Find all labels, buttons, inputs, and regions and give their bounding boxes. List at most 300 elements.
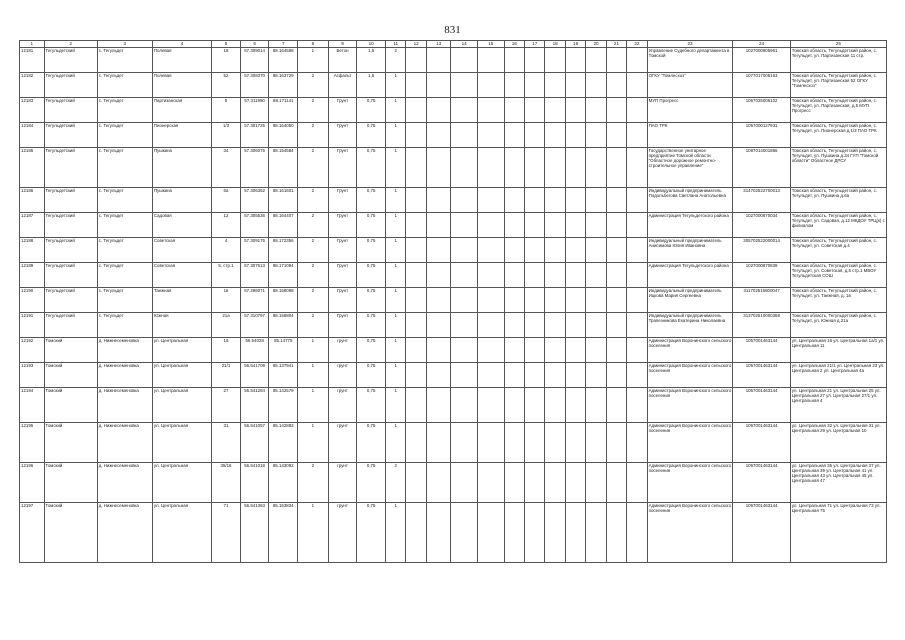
cell-c15	[477, 313, 504, 338]
cell-c16	[504, 388, 524, 423]
cell-lat: 57.301725	[240, 123, 269, 148]
cell-c17	[524, 48, 544, 73]
cell-settlement: д. Нижнесеменовка	[97, 423, 152, 463]
cell-c20	[586, 213, 606, 238]
cell-house: 5	[212, 98, 241, 123]
cell-district: Тегульдетский	[44, 213, 97, 238]
cell-c13	[426, 213, 451, 238]
cell-surface: Грунт	[328, 123, 357, 148]
cell-district: Тегульдетский	[44, 123, 97, 148]
cell-c22	[627, 313, 647, 338]
cell-count: 1	[385, 213, 405, 238]
cell-c16	[504, 48, 524, 73]
cell-c13	[426, 423, 451, 463]
cell-lon: 85.137941	[269, 363, 298, 388]
cell-c15	[477, 338, 504, 363]
cell-c19	[565, 73, 585, 98]
cell-c13	[426, 388, 451, 423]
cell-area: 1,5	[357, 73, 386, 98]
cell-owner: Индивидуальный предприниматель Ицкова Мария Сергеевна	[647, 288, 733, 313]
cell-c21	[606, 73, 626, 98]
cell-district: Тегульдетский	[44, 263, 97, 288]
cell-street: ул. Центральная	[152, 503, 211, 563]
cell-c18	[545, 98, 565, 123]
cell-c19	[565, 423, 585, 463]
cell-area: 0,75	[357, 423, 386, 463]
cell-street: ул. Центральная	[152, 423, 211, 463]
cell-area: 0,75	[357, 463, 386, 503]
cell-surface: Грунт	[328, 238, 357, 263]
cell-n8: 1	[298, 48, 329, 73]
cell-c21	[606, 388, 626, 423]
cell-c18	[545, 363, 565, 388]
cell-district: Тегульдетский	[44, 148, 97, 188]
cell-street: ул. Центральная	[152, 363, 211, 388]
cell-ogrn: 1027000870034	[733, 213, 790, 238]
cell-ogrn: 1057001463144	[733, 503, 790, 563]
cell-c18	[545, 313, 565, 338]
cell-no: 12191	[20, 313, 45, 338]
cell-count: 1	[385, 503, 405, 563]
column-number: 17	[524, 41, 544, 48]
cell-ogrn: 305702522000014	[733, 238, 790, 263]
cell-no: 12187	[20, 213, 45, 238]
cell-no: 12193	[20, 363, 45, 388]
cell-c16	[504, 238, 524, 263]
cell-c16	[504, 73, 524, 98]
cell-lat: 56.541057	[240, 423, 269, 463]
cell-lat: 56.541709	[240, 363, 269, 388]
column-number: 8	[298, 41, 329, 48]
cell-surface: грунт	[328, 423, 357, 463]
cell-district: Томский	[44, 363, 97, 388]
table-row	[20, 503, 887, 563]
cell-c19	[565, 503, 585, 563]
cell-n8: 1	[298, 423, 329, 463]
cell-c22	[627, 423, 647, 463]
cell-c15	[477, 123, 504, 148]
cell-c19	[565, 388, 585, 423]
table-row	[20, 148, 887, 188]
cell-c13	[426, 313, 451, 338]
column-number: 20	[586, 41, 606, 48]
cell-owner: ПАО ТРК	[647, 123, 733, 148]
cell-house: 18	[212, 48, 241, 73]
cell-c19	[565, 238, 585, 263]
cell-street: ул. Центральная	[152, 338, 211, 363]
column-number: 10	[357, 41, 386, 48]
column-number: 23	[647, 41, 733, 48]
cell-c14	[451, 503, 478, 563]
cell-c14	[451, 313, 478, 338]
cell-c18	[545, 463, 565, 503]
column-number: 22	[627, 41, 647, 48]
cell-c12	[406, 263, 426, 288]
cell-c20	[586, 423, 606, 463]
column-number: 13	[426, 41, 451, 48]
cell-owner: Администрация Воронинского сельского поселения	[647, 423, 733, 463]
cell-c19	[565, 188, 585, 213]
cell-area: 0,75	[357, 313, 386, 338]
cell-c19	[565, 123, 585, 148]
cell-c21	[606, 503, 626, 563]
cell-count: 1	[385, 148, 405, 188]
cell-settlement: с. Тегульдет	[97, 148, 152, 188]
cell-c16	[504, 123, 524, 148]
cell-c17	[524, 423, 544, 463]
cell-c20	[586, 388, 606, 423]
cell-street: Партизанская	[152, 98, 211, 123]
cell-n8: 2	[298, 288, 329, 313]
cell-c20	[586, 98, 606, 123]
cell-c22	[627, 388, 647, 423]
column-number: 12	[406, 41, 426, 48]
table-row	[20, 188, 887, 213]
cell-owner: Администрация Воронинского сельского поселения	[647, 463, 733, 503]
cell-street: Таежная	[152, 288, 211, 313]
cell-lon: 88.158098	[269, 288, 298, 313]
cell-c16	[504, 188, 524, 213]
cell-c15	[477, 388, 504, 423]
cell-c22	[627, 238, 647, 263]
cell-street: Пушкина	[152, 188, 211, 213]
cell-count: 2	[385, 48, 405, 73]
cell-c16	[504, 313, 524, 338]
cell-lat: 57.309014	[240, 48, 269, 73]
cell-c12	[406, 48, 426, 73]
cell-c18	[545, 48, 565, 73]
cell-c18	[545, 288, 565, 313]
cell-c15	[477, 188, 504, 213]
cell-area: 0,75	[357, 363, 386, 388]
cell-c15	[477, 238, 504, 263]
column-number: 9	[328, 41, 357, 48]
cell-ogrn: 1057001463144	[733, 388, 790, 423]
cell-c21	[606, 188, 626, 213]
cell-settlement: с. Тегульдет	[97, 238, 152, 263]
cell-count: 1	[385, 188, 405, 213]
cell-lat: 56.541284	[240, 388, 269, 423]
cell-surface: Асфальт	[328, 73, 357, 98]
cell-c18	[545, 188, 565, 213]
cell-address: Томская область, Тегульдетский район, с. Тегульдет, ул. Садовая, д.12 МКДОУ ТРЦ(к) с филиалом	[790, 213, 886, 238]
table-row	[20, 388, 887, 423]
cell-no: 12188	[20, 238, 45, 263]
cell-surface: Бетон	[328, 48, 357, 73]
cell-settlement: с. Тегульдет	[97, 98, 152, 123]
cell-surface: Грунт	[328, 188, 357, 213]
cell-c12	[406, 238, 426, 263]
cell-c19	[565, 213, 585, 238]
cell-c19	[565, 363, 585, 388]
cell-c14	[451, 338, 478, 363]
cell-lat: 57.311990	[240, 98, 269, 123]
cell-c22	[627, 363, 647, 388]
cell-n8: 1	[298, 363, 329, 388]
cell-lat: 57.306352	[240, 188, 269, 213]
cell-c22	[627, 73, 647, 98]
cell-c16	[504, 263, 524, 288]
cell-c14	[451, 73, 478, 98]
cell-lat: 56.541018	[240, 463, 269, 503]
cell-owner: Администрация Тегульдетского района	[647, 213, 733, 238]
cell-ogrn: 1027000905961	[733, 48, 790, 73]
cell-settlement: д. Нижнесеменовка	[97, 463, 152, 503]
cell-surface: Грунт	[328, 313, 357, 338]
column-number: 11	[385, 41, 405, 48]
cell-address: Томская область, Тегульдетский район, с. Тегульдет, ул. Таежная, д. 1в	[790, 288, 886, 313]
cell-c16	[504, 148, 524, 188]
cell-district: Тегульдетский	[44, 238, 97, 263]
cell-ogrn: 1027000870839	[733, 263, 790, 288]
cell-c20	[586, 123, 606, 148]
cell-count: 1	[385, 98, 405, 123]
cell-c16	[504, 423, 524, 463]
table-row	[20, 463, 887, 503]
cell-c12	[406, 288, 426, 313]
cell-ogrn: 313702510000368	[733, 313, 790, 338]
cell-settlement: с. Тегульдет	[97, 73, 152, 98]
cell-lat: 56.54028	[240, 338, 269, 363]
column-number: 16	[504, 41, 524, 48]
cell-c19	[565, 98, 585, 123]
cell-settlement: с. Тегульдет	[97, 123, 152, 148]
cell-c17	[524, 503, 544, 563]
cell-area: 0,75	[357, 288, 386, 313]
cell-c18	[545, 148, 565, 188]
cell-surface: Грунт	[328, 148, 357, 188]
cell-n8: 1	[298, 388, 329, 423]
cell-owner: Администрация Воронинского сельского поселения	[647, 363, 733, 388]
cell-count: 1	[385, 238, 405, 263]
cell-address: ул. Центральная 32 ул. Центральная 31 ул. Центральная 29 ул. Центральная 10	[790, 423, 886, 463]
table-row	[20, 423, 887, 463]
cell-lon: 88.163729	[269, 73, 298, 98]
cell-settlement: с. Тегульдет	[97, 313, 152, 338]
cell-c18	[545, 238, 565, 263]
table-row	[20, 338, 887, 363]
cell-c15	[477, 463, 504, 503]
cell-lon: 88.171141	[269, 98, 298, 123]
cell-address: ул. Центральная 16 ул. Центральная 1а/1 ул. Центральная 11	[790, 338, 886, 363]
registry-table	[19, 40, 887, 563]
cell-c20	[586, 238, 606, 263]
cell-c13	[426, 188, 451, 213]
cell-c16	[504, 503, 524, 563]
cell-count: 1	[385, 288, 405, 313]
cell-c14	[451, 148, 478, 188]
cell-n8: 2	[298, 188, 329, 213]
cell-c22	[627, 98, 647, 123]
cell-address: Томская область, Тегульдетский район, с. Тегульдет, ул. Советская д.4	[790, 238, 886, 263]
cell-c18	[545, 263, 565, 288]
cell-area: 0,75	[357, 503, 386, 563]
cell-n8: 2	[298, 98, 329, 123]
cell-address: ул. Центральная 21 ул. Центральная 25 ул. Центральная 27 ул. Центральная 27/1 ул. Центральная 4	[790, 388, 886, 423]
cell-ogrn: 1057001463144	[733, 363, 790, 388]
cell-c21	[606, 463, 626, 503]
cell-district: Тегульдетский	[44, 73, 97, 98]
cell-c14	[451, 123, 478, 148]
cell-street: Полевая	[152, 73, 211, 98]
cell-c22	[627, 148, 647, 188]
cell-c16	[504, 288, 524, 313]
cell-c15	[477, 363, 504, 388]
cell-c13	[426, 48, 451, 73]
cell-c12	[406, 338, 426, 363]
cell-lat: 57.296071	[240, 288, 269, 313]
cell-c22	[627, 123, 647, 148]
cell-area: 0,75	[357, 213, 386, 238]
cell-surface: грунт	[328, 503, 357, 563]
cell-area: 0,75	[357, 98, 386, 123]
cell-c15	[477, 148, 504, 188]
cell-house: 52	[212, 73, 241, 98]
cell-street: Садовая	[152, 213, 211, 238]
cell-c20	[586, 148, 606, 188]
cell-count: 1	[385, 338, 405, 363]
cell-district: Тегульдетский	[44, 288, 97, 313]
cell-c20	[586, 503, 606, 563]
cell-c19	[565, 148, 585, 188]
cell-c13	[426, 123, 451, 148]
cell-count: 1	[385, 263, 405, 288]
cell-lat: 57.308370	[240, 73, 269, 98]
cell-area: 0,75	[357, 148, 386, 188]
cell-lat: 57.310797	[240, 313, 269, 338]
cell-c15	[477, 48, 504, 73]
cell-house: 31	[212, 423, 241, 463]
cell-settlement: д. Нижнесеменовка	[97, 503, 152, 563]
cell-address: Томская область, Тегульдетский район, с. Тегульдет, ул. Партизанская 52 ОГКУ "Томлесхоз"	[790, 73, 886, 98]
cell-no: 12185	[20, 148, 45, 188]
cell-house: 1/3	[212, 123, 241, 148]
cell-n8: 1	[298, 503, 329, 563]
cell-house: 5, стр.1	[212, 263, 241, 288]
table-row	[20, 363, 887, 388]
cell-c21	[606, 313, 626, 338]
cell-c16	[504, 338, 524, 363]
cell-area: 0,75	[357, 388, 386, 423]
cell-lon: 85.142883	[269, 423, 298, 463]
cell-c20	[586, 338, 606, 363]
cell-c12	[406, 423, 426, 463]
cell-area: 0,75	[357, 338, 386, 363]
cell-surface: Грунт	[328, 98, 357, 123]
cell-c13	[426, 98, 451, 123]
cell-c22	[627, 48, 647, 73]
cell-lat: 56.541363	[240, 503, 269, 563]
cell-area: 1,5	[357, 48, 386, 73]
cell-n8: 1	[298, 338, 329, 363]
cell-c13	[426, 73, 451, 98]
cell-street: Полевая	[152, 48, 211, 73]
cell-district: Томский	[44, 388, 97, 423]
cell-house: 1в	[212, 288, 241, 313]
cell-address: Томская область, Тегульдетский район, с. Тегульдет, ул. Южная д.21а	[790, 313, 886, 338]
cell-c17	[524, 338, 544, 363]
cell-district: Томский	[44, 423, 97, 463]
cell-c22	[627, 463, 647, 503]
cell-count: 1	[385, 388, 405, 423]
cell-c17	[524, 188, 544, 213]
table-row	[20, 98, 887, 123]
cell-c22	[627, 188, 647, 213]
cell-no: 12189	[20, 263, 45, 288]
column-number: 1	[20, 41, 45, 48]
cell-c20	[586, 363, 606, 388]
cell-c15	[477, 73, 504, 98]
cell-lon: 85.142579	[269, 388, 298, 423]
cell-street: ул. Центральная	[152, 388, 211, 423]
cell-owner: Администрация Тегульдетского района	[647, 263, 733, 288]
cell-lon: 88.172356	[269, 238, 298, 263]
cell-n8: 2	[298, 148, 329, 188]
cell-lat: 57.306075	[240, 148, 269, 188]
cell-c12	[406, 503, 426, 563]
column-number: 6	[240, 41, 269, 48]
cell-owner: ОГКУ "Томлесхоз"	[647, 73, 733, 98]
cell-c13	[426, 363, 451, 388]
cell-c22	[627, 288, 647, 313]
cell-lon: 85.14775	[269, 338, 298, 363]
cell-ogrn: 1057000127931	[733, 123, 790, 148]
table-row	[20, 123, 887, 148]
cell-address: ул. Центральная 35 ул. Центральная 37 ул. Центральная 39 ул. Центральная 41 ул. Центральная 43 ул. Центральная 45 ул. Центральная 47	[790, 463, 886, 503]
cell-ogrn: 1057001463144	[733, 338, 790, 363]
cell-no: 12181	[20, 48, 45, 73]
cell-c17	[524, 98, 544, 123]
cell-owner: Индивидуальный предприниматель Трапезникова Екатерина Николаевна	[647, 313, 733, 338]
cell-c12	[406, 123, 426, 148]
cell-c12	[406, 188, 426, 213]
column-number-row	[20, 41, 887, 48]
cell-c14	[451, 363, 478, 388]
cell-street: Советская	[152, 238, 211, 263]
cell-lat: 57.309175	[240, 238, 269, 263]
cell-n8: 2	[298, 463, 329, 503]
cell-ogrn: 1057001463144	[733, 423, 790, 463]
cell-c21	[606, 98, 626, 123]
column-number: 4	[152, 41, 211, 48]
cell-area: 0,75	[357, 188, 386, 213]
cell-owner: Администрация Воронинского сельского поселения	[647, 388, 733, 423]
column-number: 19	[565, 41, 585, 48]
cell-c14	[451, 388, 478, 423]
cell-no: 12190	[20, 288, 45, 313]
cell-c12	[406, 213, 426, 238]
cell-street: Советская	[152, 263, 211, 288]
cell-no: 12197	[20, 503, 45, 563]
cell-c13	[426, 238, 451, 263]
cell-c17	[524, 313, 544, 338]
cell-c22	[627, 213, 647, 238]
cell-c12	[406, 313, 426, 338]
cell-ogrn: 314702522700013	[733, 188, 790, 213]
table-row	[20, 213, 887, 238]
cell-ogrn: 311702516800047	[733, 288, 790, 313]
cell-c12	[406, 148, 426, 188]
cell-no: 12196	[20, 463, 45, 503]
cell-n8: 2	[298, 123, 329, 148]
cell-c21	[606, 48, 626, 73]
table-row	[20, 313, 887, 338]
cell-c17	[524, 73, 544, 98]
table-row	[20, 288, 887, 313]
cell-address: Томская область, Тегульдетский район, с. Тегульдет, ул. Пушкина д.34 ГУП "Томской области" Областное ДРСУ	[790, 148, 886, 188]
cell-c20	[586, 288, 606, 313]
cell-street: Южная	[152, 313, 211, 338]
